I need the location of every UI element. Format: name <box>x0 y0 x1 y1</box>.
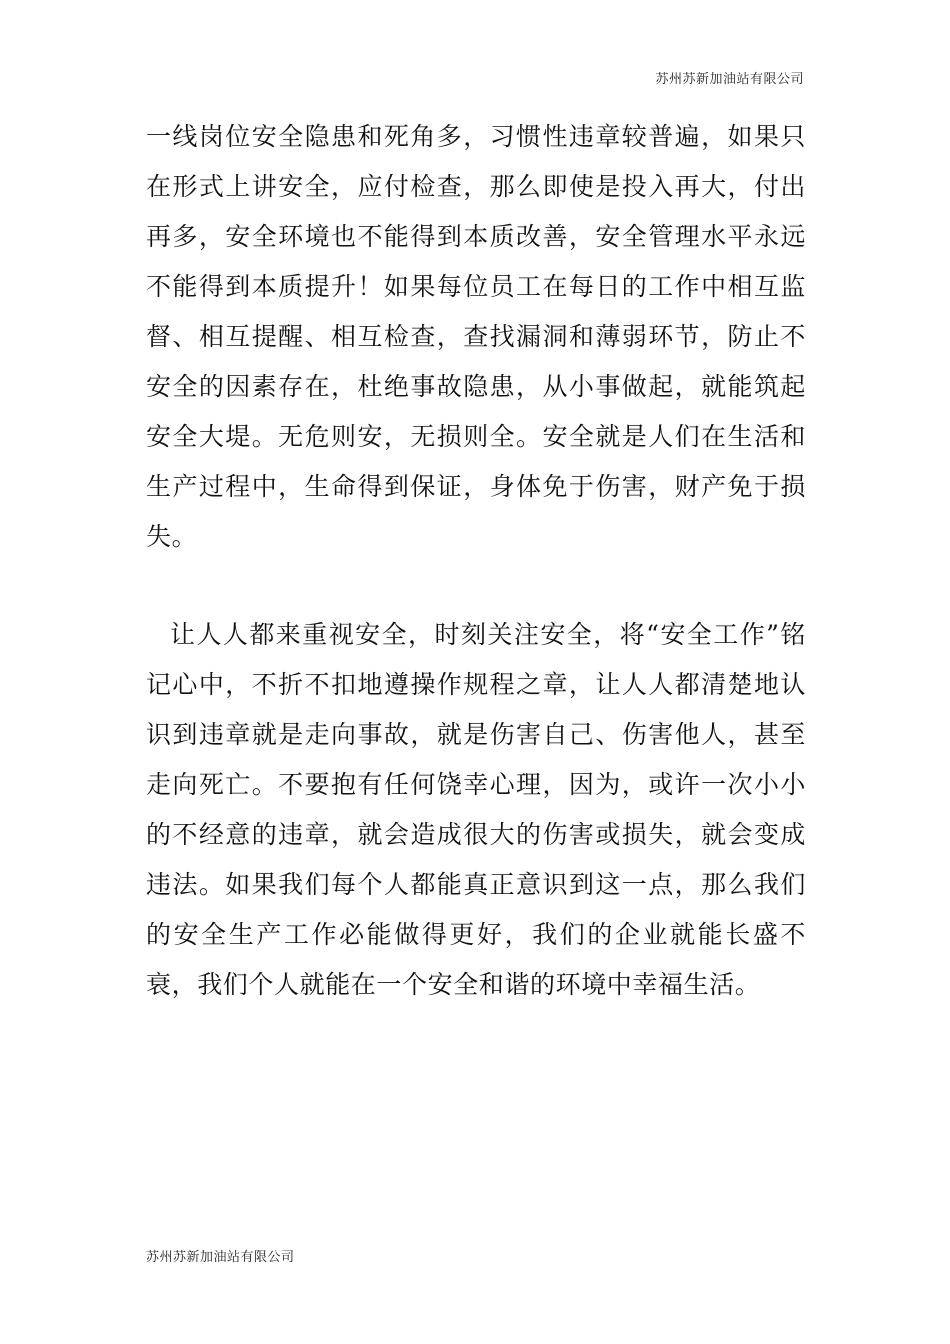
body-paragraph-2: 让人人都来重视安全，时刻关注安全，将“安全工作”铭记心中，不折不扣地遵操作规程之章，让人人都清楚地认识到违章就是走向事故，就是伤害自己、伤害他人，甚至走向死亡。不要抱有任何饶幸心理，因为，或许一次小小的不经意的违章，就会造成很大的伤害或损失，就会变成违法。如果我们每个人都能真正意识到这一点，那么我们的安全生产工作必能做得更好，我们的企业就能长盛不衰，我们个人就能在一个安全和谐的环境中幸福生活。 <box>146 620 806 999</box>
page-header <box>655 72 804 88</box>
page-footer <box>146 1250 295 1266</box>
header-company-name: 苏州苏新加油站有限公司 <box>655 72 804 87</box>
footer-company-name: 苏州苏新加油站有限公司 <box>146 1250 295 1265</box>
body-paragraph-1: 一线岗位安全隐患和死角多，习惯性违章较普遍，如果只在形式上讲安全，应付检查，那么即使是投入再大，付出再多，安全环境也不能得到本质改善，安全管理水平永远不能得到本质提升！如果每位员工在每日的工作中相互监督、相互提醒、相互检查，查找漏洞和薄弱环节，防止不安全的因素存在，杜绝事故隐患，从小事做起，就能筑起安全大堤。无危则安，无损则全。安全就是人们在生活和生产过程中，生命得到保证，身体免于伤害，财产免于损失。 <box>146 122 806 551</box>
document-body <box>146 112 806 1010</box>
